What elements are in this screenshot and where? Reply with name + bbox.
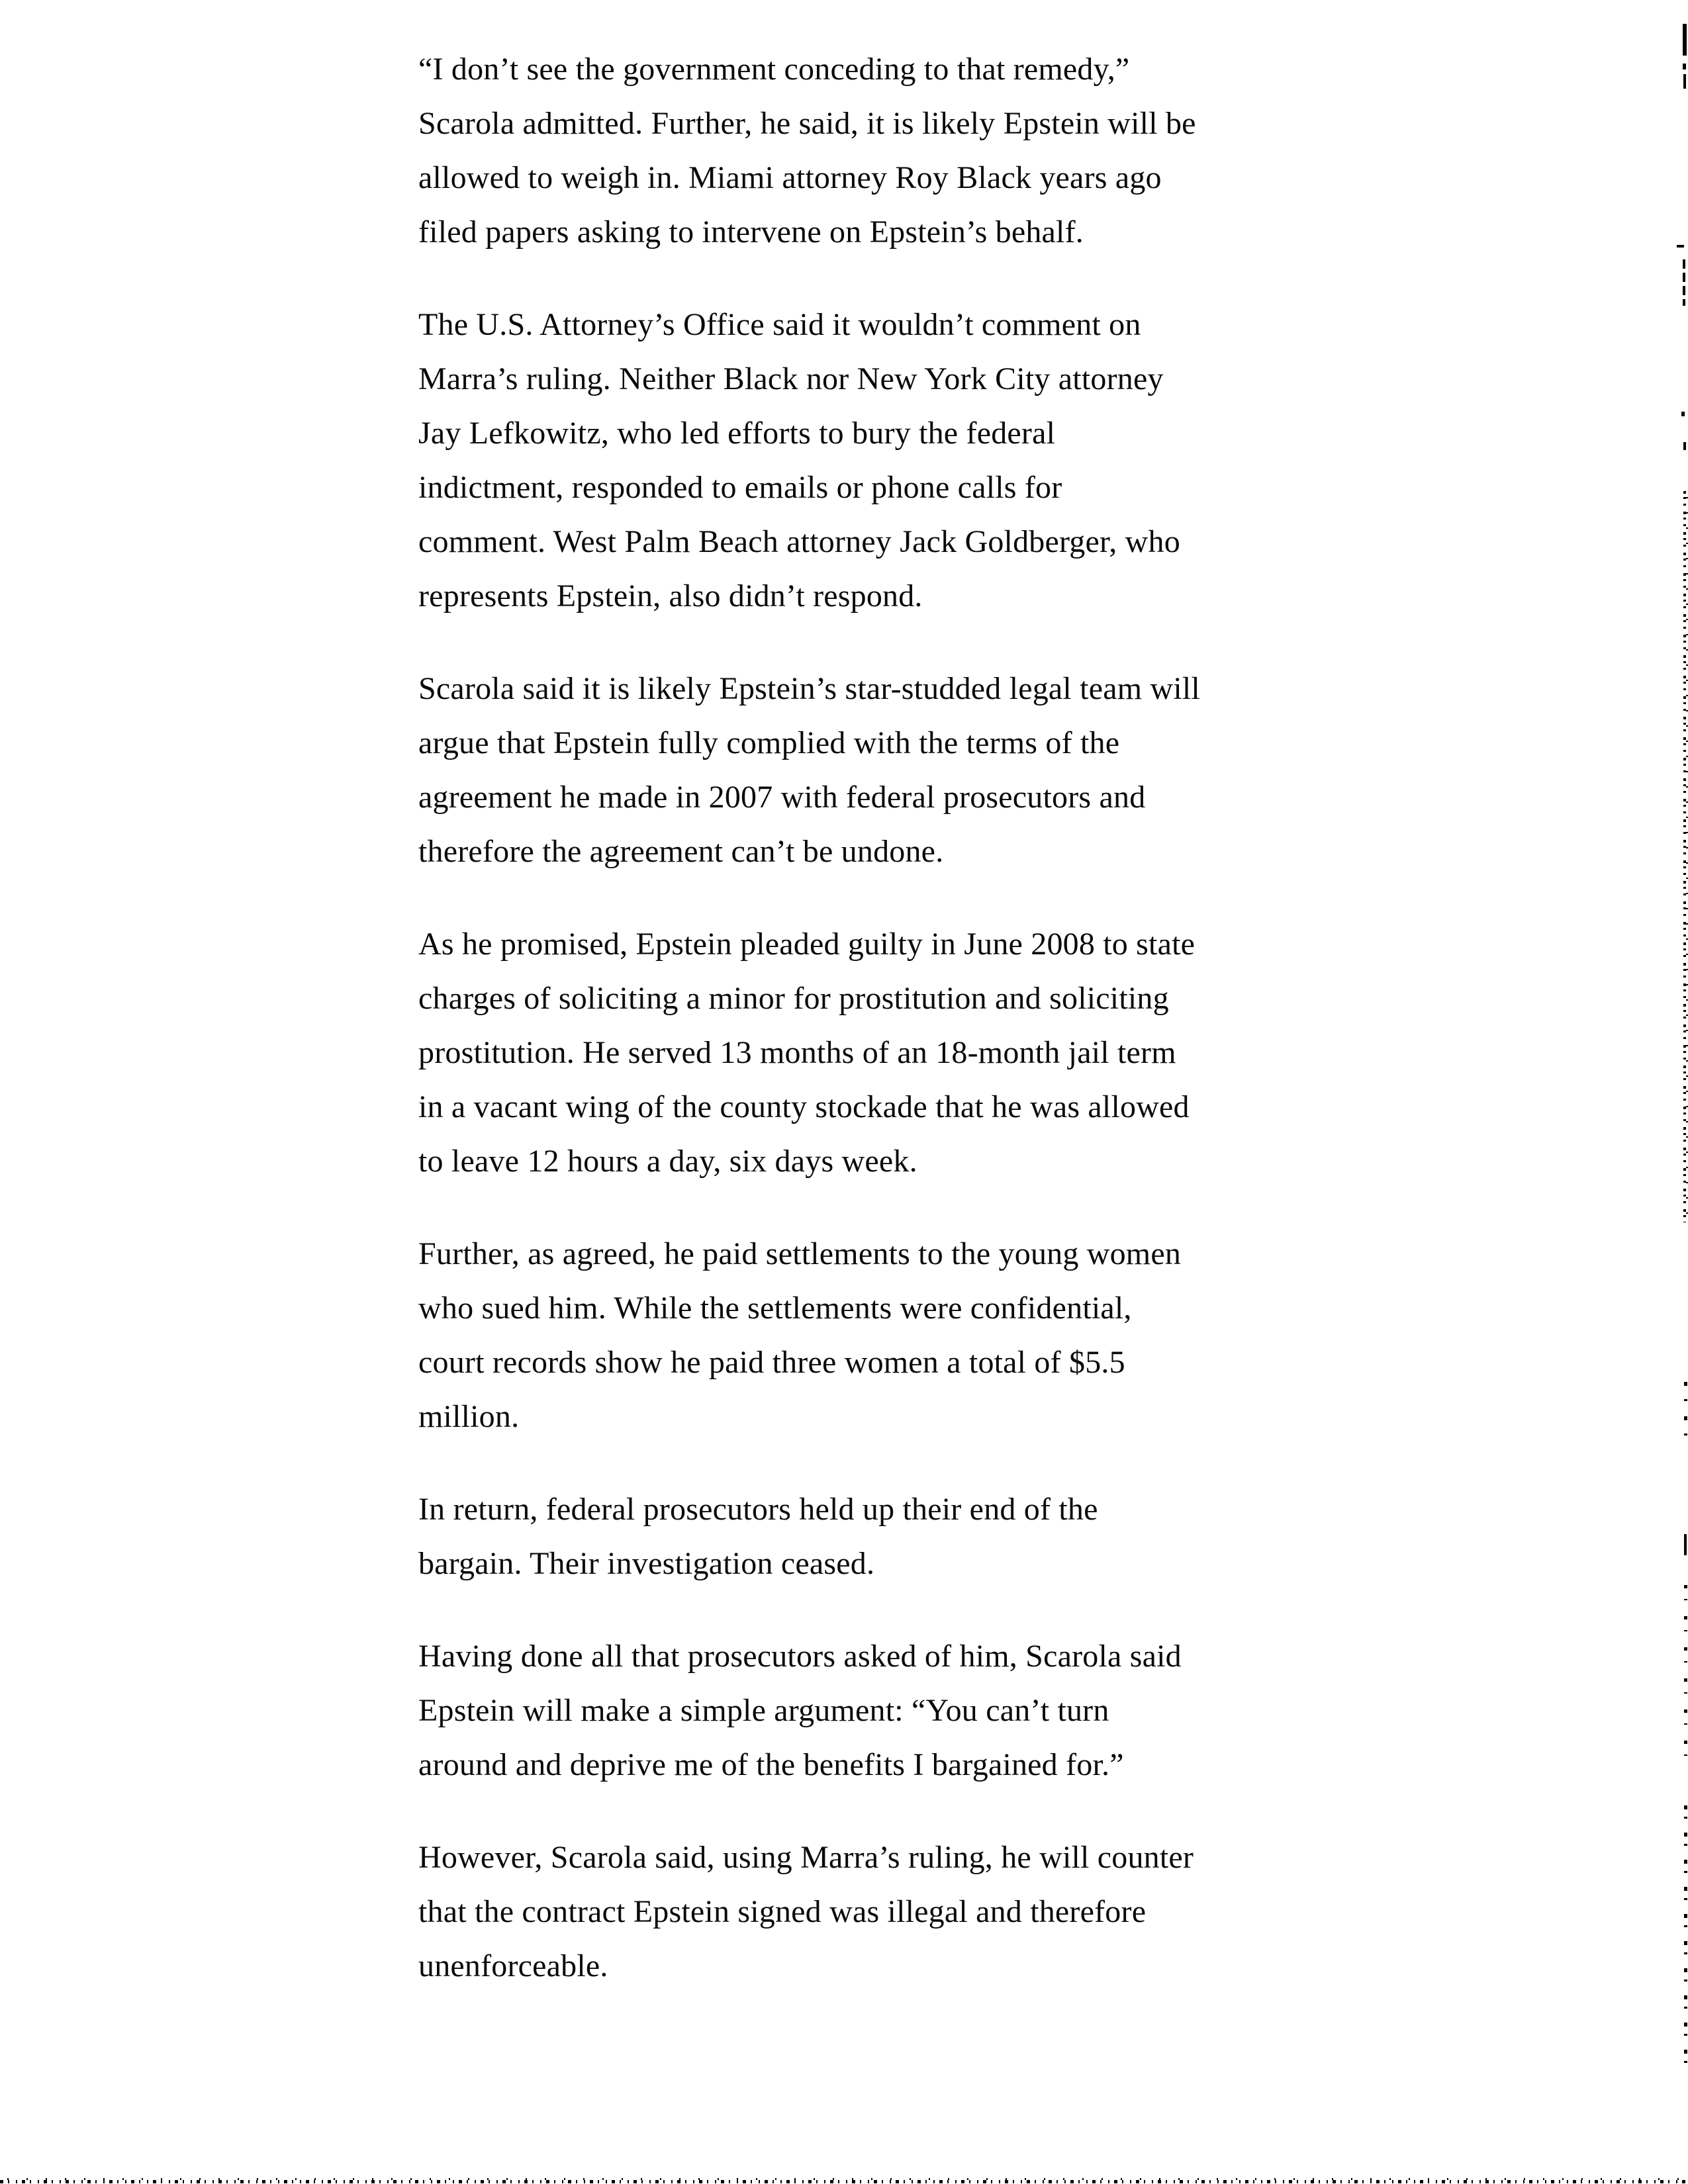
article-line: indictment, responded to emails or phone calls for bbox=[418, 470, 1062, 505]
scan-artifact-right-mark bbox=[1683, 74, 1686, 89]
article-line: unenforceable. bbox=[418, 1948, 608, 1983]
scan-artifact-right-noise-strip bbox=[1684, 1805, 1687, 2070]
article-line: that the contract Epstein signed was illegal and therefore bbox=[418, 1894, 1147, 1929]
scan-artifact-right-noise-strip bbox=[1684, 1585, 1687, 1764]
article-line: prostitution. He served 13 months of an 18-month jail term bbox=[418, 1035, 1176, 1070]
article-line: court records show he paid three women a total of $5.5 bbox=[418, 1345, 1125, 1380]
scan-artifact-right-mark bbox=[1683, 64, 1686, 69]
article-line: Jay Lefkowitz, who led efforts to bury the federal bbox=[418, 416, 1056, 451]
scan-artifact-right-mark bbox=[1683, 259, 1685, 306]
scan-artifact-right-noise-strip bbox=[1684, 1382, 1687, 1448]
scan-artifact-right-mark bbox=[1684, 1534, 1687, 1555]
article-line: represents Epstein, also didn’t respond. bbox=[418, 578, 923, 614]
article-line: Epstein will make a simple argument: “You can’t turn bbox=[418, 1693, 1109, 1728]
article-line: to leave 12 hours a day, six days week. bbox=[418, 1144, 917, 1179]
article-line: allowed to weigh in. Miami attorney Roy Black years ago bbox=[418, 160, 1162, 195]
article-paragraph bbox=[418, 1629, 1299, 1792]
article-line: In return, federal prosecutors held up their end of the bbox=[418, 1492, 1098, 1527]
article-line: Having done all that prosecutors asked of him, Scarola said bbox=[418, 1639, 1182, 1674]
scan-artifact-right-mark bbox=[1681, 412, 1685, 416]
article-line: charges of soliciting a minor for prostitution and soliciting bbox=[418, 981, 1169, 1016]
article-line: As he promised, Epstein pleaded guilty in June 2008 to state bbox=[418, 927, 1196, 962]
article-paragraph bbox=[418, 662, 1299, 879]
article-paragraph bbox=[418, 1831, 1299, 1993]
article-paragraph bbox=[418, 1482, 1299, 1591]
article-line: million. bbox=[418, 1399, 520, 1434]
article-line: therefore the agreement can’t be undone. bbox=[418, 834, 944, 869]
article-line: The U.S. Attorney’s Office said it wouldn’t comment on bbox=[418, 307, 1141, 342]
article-paragraph bbox=[418, 298, 1299, 623]
article-line: who sued him. While the settlements were confidential, bbox=[418, 1291, 1132, 1326]
article-line: bargain. Their investigation ceased. bbox=[418, 1546, 875, 1581]
article-line: Marra’s ruling. Neither Black nor New York City attorney bbox=[418, 361, 1164, 396]
article-line: argue that Epstein fully complied with the terms of the bbox=[418, 725, 1120, 760]
scan-artifact-right-mark bbox=[1677, 245, 1684, 248]
article-line: around and deprive me of the benefits I bargained for.” bbox=[418, 1747, 1124, 1782]
article-paragraph bbox=[418, 1227, 1299, 1444]
scan-artifact-right-mark bbox=[1683, 442, 1686, 450]
article-line: in a vacant wing of the county stockade that he was allowed bbox=[418, 1089, 1190, 1124]
article-line: “I don’t see the government conceding to that remedy,” bbox=[418, 52, 1130, 87]
article-line: Further, as agreed, he paid settlements to the young women bbox=[418, 1236, 1182, 1271]
article-line: filed papers asking to intervene on Epstein’s behalf. bbox=[418, 214, 1084, 250]
scan-artifact-bottom-noise-line bbox=[0, 2178, 1688, 2183]
article-paragraph bbox=[418, 917, 1299, 1189]
article-line: However, Scarola said, using Marra’s ruling, he will counter bbox=[418, 1840, 1194, 1875]
scan-artifact-right-top-bar bbox=[1683, 24, 1687, 56]
scan-artifact-right-noise-strip bbox=[1683, 491, 1688, 1222]
article-line: comment. West Palm Beach attorney Jack Goldberger, who bbox=[418, 524, 1180, 559]
article-paragraph bbox=[418, 42, 1299, 259]
article-text-column bbox=[418, 42, 1299, 2032]
article-line: Scarola said it is likely Epstein’s star-studded legal team will bbox=[418, 671, 1200, 706]
article-line: agreement he made in 2007 with federal prosecutors and bbox=[418, 780, 1146, 815]
article-line: Scarola admitted. Further, he said, it is likely Epstein will be bbox=[418, 106, 1196, 141]
